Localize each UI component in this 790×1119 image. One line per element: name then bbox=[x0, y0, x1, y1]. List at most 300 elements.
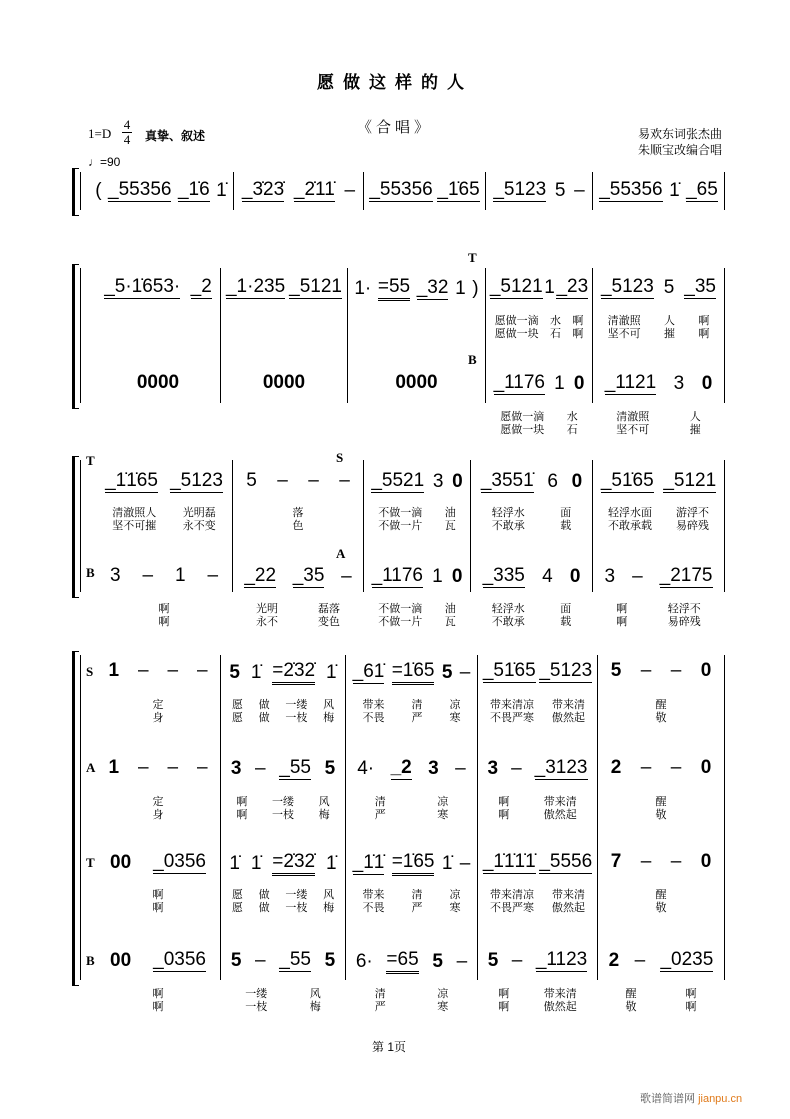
lyric-line bbox=[367, 603, 467, 616]
lyric-word: 面 bbox=[560, 507, 572, 519]
note-group: _5123 bbox=[600, 276, 654, 297]
note-group: – bbox=[632, 565, 643, 587]
note-group: 7 bbox=[610, 851, 622, 872]
lyric-word: 梅 bbox=[309, 1001, 321, 1013]
lyric-line bbox=[224, 809, 342, 822]
song-title: 愿做这样的人 bbox=[317, 73, 473, 92]
note-group: _55356 bbox=[108, 179, 172, 200]
note-group: – bbox=[670, 851, 682, 872]
measure bbox=[236, 470, 360, 492]
lyric-word: 光明磊 bbox=[182, 507, 216, 519]
note-group: _1123 bbox=[535, 949, 588, 970]
note-group: – bbox=[456, 950, 468, 972]
lyric-line bbox=[349, 988, 474, 1001]
lyric-line bbox=[224, 889, 342, 902]
note-group: 0 bbox=[701, 372, 713, 394]
watermark-cn: 歌谱简谱网 bbox=[640, 1093, 695, 1105]
lyric-word: 梅 bbox=[323, 712, 335, 724]
note-group: _1̇1̇65 bbox=[105, 470, 158, 491]
measure bbox=[99, 660, 217, 682]
lyric-word: 梅 bbox=[323, 902, 335, 914]
lyric-line bbox=[224, 988, 342, 1001]
lyric-word: 身 bbox=[152, 809, 164, 821]
tempo-mark: ♩=90 bbox=[88, 155, 121, 169]
note-group: – bbox=[339, 470, 350, 491]
lyric-word: 人 bbox=[689, 411, 701, 423]
lyric-word: 带来 bbox=[362, 889, 385, 901]
lyric-word: 不做一片 bbox=[378, 616, 423, 628]
measure bbox=[481, 660, 594, 683]
lyric-word: 啊 bbox=[152, 889, 164, 901]
lyric-word: 凉 bbox=[449, 699, 461, 711]
lyric-word: 愿做一滴 bbox=[500, 411, 545, 423]
barline bbox=[470, 460, 471, 592]
note-group: – bbox=[207, 565, 219, 586]
measure bbox=[601, 660, 721, 682]
lyric-line bbox=[349, 902, 474, 915]
note-group: _5·1̇653· bbox=[104, 276, 181, 297]
measure bbox=[237, 179, 360, 202]
lyric-word: 瓦 bbox=[444, 616, 456, 628]
barline bbox=[592, 268, 593, 403]
note-group: 0 bbox=[451, 565, 463, 587]
lyric-word: 啊 bbox=[152, 988, 164, 1000]
barline bbox=[592, 460, 593, 592]
note-group: _1121 bbox=[604, 372, 657, 393]
lyric-word: 醒 bbox=[655, 796, 667, 808]
lyric-word: 清澈照 bbox=[607, 315, 641, 327]
lyric-word: 载 bbox=[560, 520, 572, 532]
measure bbox=[99, 565, 229, 587]
barline bbox=[724, 268, 725, 403]
note-group: =2̇32̇ bbox=[272, 660, 315, 685]
lyric-line bbox=[474, 507, 589, 520]
measure bbox=[92, 179, 230, 202]
lyric-line bbox=[99, 988, 217, 1001]
lyric-word: 带来清凉 bbox=[490, 699, 534, 711]
note-group: _55 bbox=[279, 949, 311, 970]
lyric-word: 不畏严寒 bbox=[490, 712, 534, 724]
lyric-word: 啊 bbox=[572, 328, 584, 340]
note-group: 1 bbox=[544, 276, 555, 298]
lyric-line bbox=[224, 1001, 342, 1014]
note-group: _51̇65 bbox=[600, 470, 654, 491]
note-group: – bbox=[196, 660, 208, 681]
lyric-word: 易碎残 bbox=[676, 520, 709, 532]
lyric-line bbox=[99, 520, 229, 533]
barline bbox=[724, 655, 725, 980]
lyric-word: 严 bbox=[374, 809, 386, 821]
measure bbox=[99, 372, 217, 394]
lyric-line bbox=[99, 616, 229, 629]
note-group: ) bbox=[472, 277, 479, 299]
lyric-word: 醒 bbox=[625, 988, 637, 1000]
lyric-line bbox=[481, 889, 594, 902]
note-group: – bbox=[640, 660, 652, 681]
voice-label: A bbox=[336, 546, 346, 561]
lyric-line bbox=[596, 315, 721, 328]
lyric-word: 凉 bbox=[437, 796, 449, 808]
lyric-word: 凉 bbox=[437, 988, 449, 1000]
lyric-word: 风 bbox=[318, 796, 330, 808]
note-group: =2̇32̇ bbox=[272, 851, 315, 876]
barline bbox=[724, 460, 725, 592]
lyric-word: 啊 bbox=[685, 988, 697, 1000]
note-group: – bbox=[574, 179, 585, 201]
note-group: 5 bbox=[663, 276, 675, 298]
note-group: _55 bbox=[279, 757, 311, 778]
measure bbox=[224, 372, 344, 394]
lyric-word: 傲然起 bbox=[543, 809, 577, 821]
measure bbox=[596, 372, 721, 395]
note-group: 0000 bbox=[262, 372, 306, 393]
lyric-word: 梅 bbox=[318, 809, 330, 821]
note-group: – bbox=[634, 949, 646, 971]
lyric-word: 清 bbox=[374, 988, 386, 1000]
lyric-word: 愿 bbox=[231, 699, 243, 711]
measure bbox=[349, 949, 474, 974]
lyric-line bbox=[99, 507, 229, 520]
note-group: 3 bbox=[428, 757, 439, 779]
lyric-line bbox=[596, 328, 721, 341]
note-group: 1̇ bbox=[325, 852, 337, 874]
subtitle: 《合唱》 bbox=[356, 119, 433, 136]
note-group: 5 bbox=[246, 470, 257, 491]
lyric-line bbox=[349, 699, 474, 712]
note-group: _335 bbox=[482, 565, 525, 586]
measure bbox=[367, 470, 467, 493]
lyric-line bbox=[99, 809, 217, 822]
system-line bbox=[80, 172, 81, 210]
system-line bbox=[80, 460, 81, 592]
note-group: _32 bbox=[416, 277, 449, 298]
note-group: _5556 bbox=[539, 851, 593, 872]
note-group: – bbox=[167, 757, 179, 778]
lyric-word: 不做一滴 bbox=[378, 603, 423, 615]
note-group: – bbox=[137, 757, 149, 778]
note-group: 0 bbox=[700, 757, 712, 778]
measure bbox=[596, 470, 721, 493]
lyric-word: 啊 bbox=[698, 315, 710, 327]
lyric-word: 敬 bbox=[655, 712, 667, 724]
watermark-en: jianpu.cn bbox=[698, 1093, 743, 1105]
lyric-word: 凉 bbox=[449, 889, 461, 901]
lyric-word: 带来 bbox=[362, 699, 385, 711]
note-group: _23 bbox=[556, 276, 589, 297]
lyric-word: 啊 bbox=[152, 902, 164, 914]
measure bbox=[601, 949, 721, 972]
lyric-line bbox=[596, 424, 721, 437]
lyric-line bbox=[481, 699, 594, 712]
lyric-line bbox=[236, 603, 360, 616]
note-group: 5 bbox=[324, 949, 336, 971]
lyric-line bbox=[349, 796, 474, 809]
note-group: 5 bbox=[441, 661, 453, 683]
lyric-word: 摧 bbox=[663, 328, 675, 340]
voice-label: S bbox=[336, 450, 344, 465]
lyric-word: 不敢承载 bbox=[608, 520, 652, 532]
note-group: 6 bbox=[547, 470, 558, 492]
barline bbox=[220, 268, 221, 403]
note-group: 0 bbox=[700, 851, 712, 872]
measure bbox=[351, 372, 482, 394]
lyric-word: 敬 bbox=[655, 809, 667, 821]
lyric-line bbox=[481, 902, 594, 915]
note-group: _1176 bbox=[371, 565, 423, 586]
note-group: 0 bbox=[571, 470, 583, 492]
lyric-line bbox=[601, 699, 721, 712]
note-group: – bbox=[255, 757, 266, 779]
note-group: – bbox=[344, 179, 356, 201]
lyric-line bbox=[224, 902, 342, 915]
lyric-word: 清澈照 bbox=[616, 411, 650, 423]
lyric-word: 啊 bbox=[572, 315, 584, 327]
lyric-line bbox=[224, 796, 342, 809]
watermark bbox=[640, 1090, 742, 1106]
lyric-word: 轻浮不 bbox=[667, 603, 701, 615]
lyric-word: 清澈照人 bbox=[112, 507, 157, 519]
lyric-line bbox=[601, 889, 721, 902]
note-group: _5123 bbox=[170, 470, 223, 491]
note-group: 1̇ bbox=[250, 852, 262, 874]
note-group: ( bbox=[95, 179, 102, 201]
note-group: 1̇ bbox=[669, 179, 680, 201]
measure bbox=[349, 851, 474, 876]
note-group: 3 bbox=[673, 372, 685, 394]
lyric-line bbox=[481, 988, 594, 1001]
lyric-line bbox=[481, 809, 594, 822]
lyric-line bbox=[596, 520, 721, 533]
lyric-line bbox=[236, 520, 360, 533]
note-group: _0356 bbox=[153, 949, 206, 970]
measure bbox=[601, 757, 721, 779]
key-signature: 1=D bbox=[88, 126, 112, 141]
lyric-word: 严 bbox=[411, 902, 423, 914]
note-group: _1̇65 bbox=[437, 179, 480, 200]
lyric-word: 啊 bbox=[236, 809, 248, 821]
time-bottom: 4 bbox=[123, 132, 131, 147]
note-group: 0 bbox=[569, 565, 581, 587]
lyric-line bbox=[601, 988, 721, 1001]
note-group: _5121 bbox=[489, 276, 543, 297]
lyric-word: 永不变 bbox=[182, 520, 216, 532]
lyric-word: 做 bbox=[258, 712, 270, 724]
lyric-word: 傲然起 bbox=[552, 712, 585, 724]
lyric-word: 醒 bbox=[655, 699, 667, 711]
note-group: 1 bbox=[174, 565, 186, 586]
note-group: 1̇ bbox=[441, 852, 453, 874]
lyric-word: 坚不可 bbox=[616, 424, 650, 436]
lyric-word: 一枝 bbox=[285, 712, 308, 724]
measure bbox=[99, 470, 229, 493]
note-group: _2 bbox=[190, 276, 212, 297]
measure bbox=[99, 757, 217, 779]
barline bbox=[485, 172, 486, 210]
lyric-word: 做 bbox=[258, 902, 270, 914]
system-bracket bbox=[72, 264, 79, 409]
note-group: 3 bbox=[487, 757, 499, 779]
page-number: 第 1页 bbox=[372, 1040, 407, 1054]
note-group: 1 bbox=[432, 565, 443, 587]
system-line bbox=[80, 268, 81, 403]
lyric-word: 啊 bbox=[616, 603, 628, 615]
barline bbox=[597, 655, 598, 980]
measure bbox=[596, 276, 721, 299]
expression-mark: 真挚、叙述 bbox=[145, 129, 206, 143]
note-group: 5 bbox=[432, 950, 443, 972]
note-group: 3 bbox=[109, 565, 121, 586]
note-group: 1 bbox=[108, 660, 120, 681]
note-group: _0235 bbox=[660, 949, 714, 970]
lyric-line bbox=[596, 603, 721, 616]
lyric-word: 一缕 bbox=[285, 889, 308, 901]
measure bbox=[224, 276, 344, 299]
lyric-word: 啊 bbox=[616, 616, 628, 628]
lyric-line bbox=[601, 809, 721, 822]
note-group: 1 bbox=[108, 757, 120, 778]
note-group: _22 bbox=[244, 565, 277, 586]
note-group: – bbox=[341, 565, 352, 587]
note-group: 0 bbox=[573, 372, 585, 394]
lyric-line bbox=[224, 699, 342, 712]
lyric-word: 清 bbox=[411, 889, 423, 901]
lyric-word: 敬 bbox=[625, 1001, 637, 1013]
lyric-word: 不做一滴 bbox=[378, 507, 423, 519]
lyric-word: 不畏 bbox=[362, 712, 385, 724]
note-group: 0000 bbox=[136, 372, 180, 393]
note-group: – bbox=[670, 757, 682, 778]
lyric-word: 愿做一块 bbox=[494, 328, 539, 340]
voice-label: B bbox=[86, 953, 95, 968]
lyric-line bbox=[596, 507, 721, 520]
barline bbox=[724, 172, 725, 210]
lyric-word: 一枝 bbox=[271, 809, 294, 821]
voice-label: T bbox=[86, 453, 95, 468]
lyric-word: 啊 bbox=[698, 328, 710, 340]
note-group: 3 bbox=[432, 470, 444, 492]
system-bracket bbox=[72, 651, 79, 986]
lyric-line bbox=[601, 1001, 721, 1014]
lyric-word: 永不 bbox=[256, 616, 278, 628]
lyric-word: 轻浮水 bbox=[491, 603, 525, 615]
note-group: 0 bbox=[452, 470, 463, 492]
lyric-line bbox=[489, 315, 589, 328]
lyric-word: 傲然起 bbox=[543, 1001, 577, 1013]
note-group: – bbox=[455, 757, 466, 779]
note-group: 3 bbox=[230, 757, 242, 779]
measure bbox=[349, 757, 474, 780]
note-group: _1·235 bbox=[225, 276, 286, 297]
lyric-word: 一枝 bbox=[285, 902, 308, 914]
note-group: 5 bbox=[230, 949, 242, 971]
note-group: – bbox=[142, 565, 154, 586]
lyric-word: 变色 bbox=[318, 616, 340, 628]
note-group: =1̇65 bbox=[392, 660, 435, 685]
measure bbox=[601, 851, 721, 873]
lyric-word: 坚不可 bbox=[607, 328, 641, 340]
note-group: 1 bbox=[455, 277, 466, 299]
lyric-word: 愿 bbox=[231, 712, 243, 724]
lyric-line bbox=[99, 902, 217, 915]
lyric-word: 寒 bbox=[449, 712, 461, 724]
lyric-word: 易碎残 bbox=[667, 616, 701, 628]
measure bbox=[236, 565, 360, 588]
note-group: – bbox=[308, 470, 319, 491]
note-group: 5 bbox=[487, 949, 499, 971]
note-group: _1176 bbox=[493, 372, 545, 393]
note-group: 1· bbox=[354, 277, 372, 299]
lyric-word: 醒 bbox=[655, 889, 667, 901]
lyric-line bbox=[474, 616, 589, 629]
barline bbox=[485, 268, 486, 403]
note-group: – bbox=[670, 660, 682, 681]
note-group: _51̇65 bbox=[482, 660, 536, 681]
note-group: _35 bbox=[292, 565, 325, 586]
barline bbox=[477, 655, 478, 980]
voice-label: S bbox=[86, 664, 94, 679]
note-group: 4· bbox=[357, 757, 375, 779]
lyric-line bbox=[489, 328, 589, 341]
lyric-word: 瓦 bbox=[444, 520, 456, 532]
system-bracket bbox=[72, 456, 79, 598]
note-group: 3 bbox=[604, 565, 616, 587]
lyric-line bbox=[601, 902, 721, 915]
measure bbox=[474, 565, 589, 588]
lyric-word: 色 bbox=[292, 520, 304, 532]
lyric-word: 愿做一滴 bbox=[494, 315, 539, 327]
note-group: 1̇ bbox=[325, 661, 337, 683]
lyric-word: 磊落 bbox=[318, 603, 340, 615]
note-group: 5 bbox=[324, 757, 336, 779]
lyric-line bbox=[601, 712, 721, 725]
lyric-line bbox=[99, 889, 217, 902]
lyric-word: 清 bbox=[411, 699, 423, 711]
barline bbox=[592, 172, 593, 210]
voice-label: B bbox=[468, 352, 477, 367]
measure bbox=[489, 372, 589, 395]
lyric-line bbox=[489, 424, 589, 437]
lyric-word: 载 bbox=[560, 616, 572, 628]
lyric-line bbox=[236, 507, 360, 520]
note-group: 2 bbox=[608, 949, 620, 971]
note-group: – bbox=[459, 661, 471, 683]
note-group: 1 bbox=[554, 372, 565, 394]
measure bbox=[349, 660, 474, 685]
note-group: _3̇23̇ bbox=[241, 179, 285, 200]
credit-arranger: 朱顺宝改编合唱 bbox=[637, 143, 722, 157]
note-group: _5123 bbox=[493, 179, 547, 200]
credits bbox=[638, 126, 722, 158]
lyric-word: 做 bbox=[258, 699, 270, 711]
lyric-line bbox=[99, 699, 217, 712]
note-group: _5121 bbox=[289, 276, 342, 297]
measure bbox=[596, 179, 721, 202]
note-group: _3123 bbox=[534, 757, 588, 778]
lyric-line bbox=[367, 520, 467, 533]
lyric-word: 寒 bbox=[449, 902, 461, 914]
lyric-line bbox=[99, 712, 217, 725]
lyric-word: 轻浮水面 bbox=[608, 507, 652, 519]
note-group: – bbox=[277, 470, 288, 491]
lyric-line bbox=[236, 616, 360, 629]
note-group: – bbox=[459, 852, 471, 874]
note-group: – bbox=[511, 757, 522, 779]
note-group: _0356 bbox=[153, 851, 206, 872]
lyric-word: 寒 bbox=[437, 1001, 449, 1013]
note-group: _5521 bbox=[371, 470, 425, 491]
note-group: _2175 bbox=[659, 565, 713, 586]
lyric-word: 愿做一块 bbox=[500, 424, 545, 436]
